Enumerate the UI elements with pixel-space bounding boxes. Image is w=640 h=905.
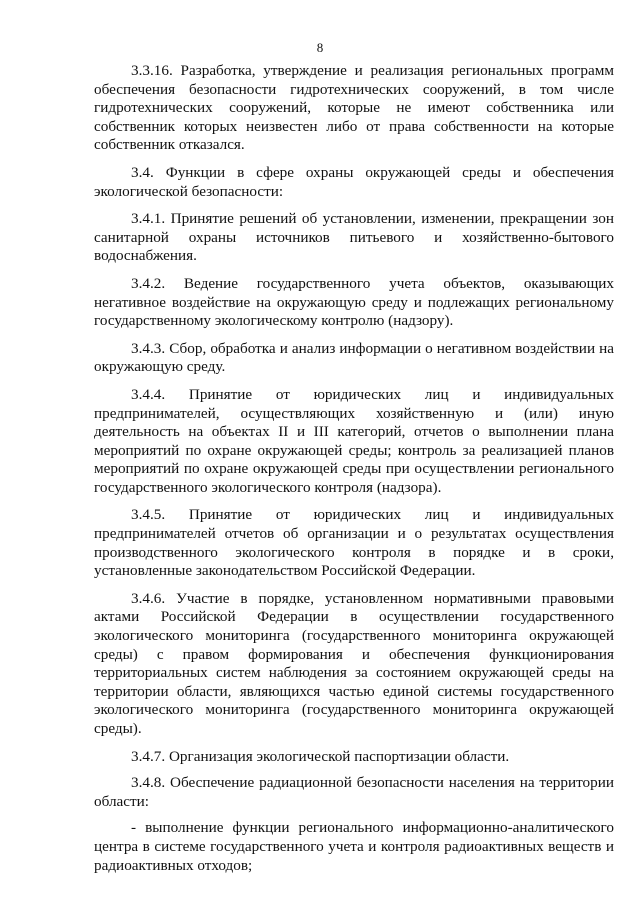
paragraph-3-3-16: 3.3.16. Разработка, утверждение и реализация региональных программ обеспечения безопасности гидротехнических сооружений, в том числе гидротехнических сооружений, которые не имеют собственника или собственник которых неизвестен либо от права собственности на которые собственник отказался. [94,62,614,154]
paragraph-3-4-2: 3.4.2. Ведение государственного учета объектов, оказывающих негативное воздействие на окружающую среду и подлежащих региональному государственному экологическому контролю (надзору). [94,274,614,330]
paragraph-3-4-8: 3.4.8. Обеспечение радиационной безопасности населения на территории области: [94,774,614,810]
paragraph-3-4-6: 3.4.6. Участие в порядке, установленном нормативными правовыми актами Российской Федерации в осуществлении государственного экологического мониторинга (государственного мониторинга окружающей среды) с правом формирования и обеспечения функционирования территориальных систем наблюдения за состоянием окружающей среды на территории области, являющихся частью единой системы государственного экологического мониторинга (государственного мониторинга окружающей среды). [94,589,614,737]
document-body [94,62,614,884]
paragraph-3-4: 3.4. Функции в сфере охраны окружающей среды и обеспечения экологической безопасности: [94,163,614,200]
paragraph-3-4-5: 3.4.5. Принятие от юридических лиц и индивидуальных предпринимателей отчетов об организации и о результатах осуществления производственного экологического контроля в порядке и в сроки, установленные законодательством Российской Федерации. [94,506,614,580]
paragraph-3-4-1: 3.4.1. Принятие решений об установлении, изменении, прекращении зон санитарной охраны источников питьевого и хозяйственно-бытового водоснабжения. [94,210,614,265]
page-number: 8 [316,40,324,55]
paragraph-3-4-7: 3.4.7. Организация экологической паспортизации области. [131,747,510,765]
paragraph-bullet-radiation-center: - выполнение функции регионального информационно-аналитического центра в системе государственного учета и контроля радиоактивных веществ и радиоактивных отходов; [94,819,614,874]
paragraph-3-4-4: 3.4.4. Принятие от юридических лиц и индивидуальных предпринимателей, осуществляющих хозяйственную и (или) иную деятельность на объектах II и III категорий, отчетов о выполнении плана мероприятий по охране окружающей среды; контроль за реализацией планов мероприятий по охране окружающей среды при осуществлении регионального государственного экологического контроля (надзора). [94,385,614,496]
paragraph-3-4-3: 3.4.3. Сбор, обработка и анализ информации о негативном воздействии на окружающую среду. [94,339,614,376]
